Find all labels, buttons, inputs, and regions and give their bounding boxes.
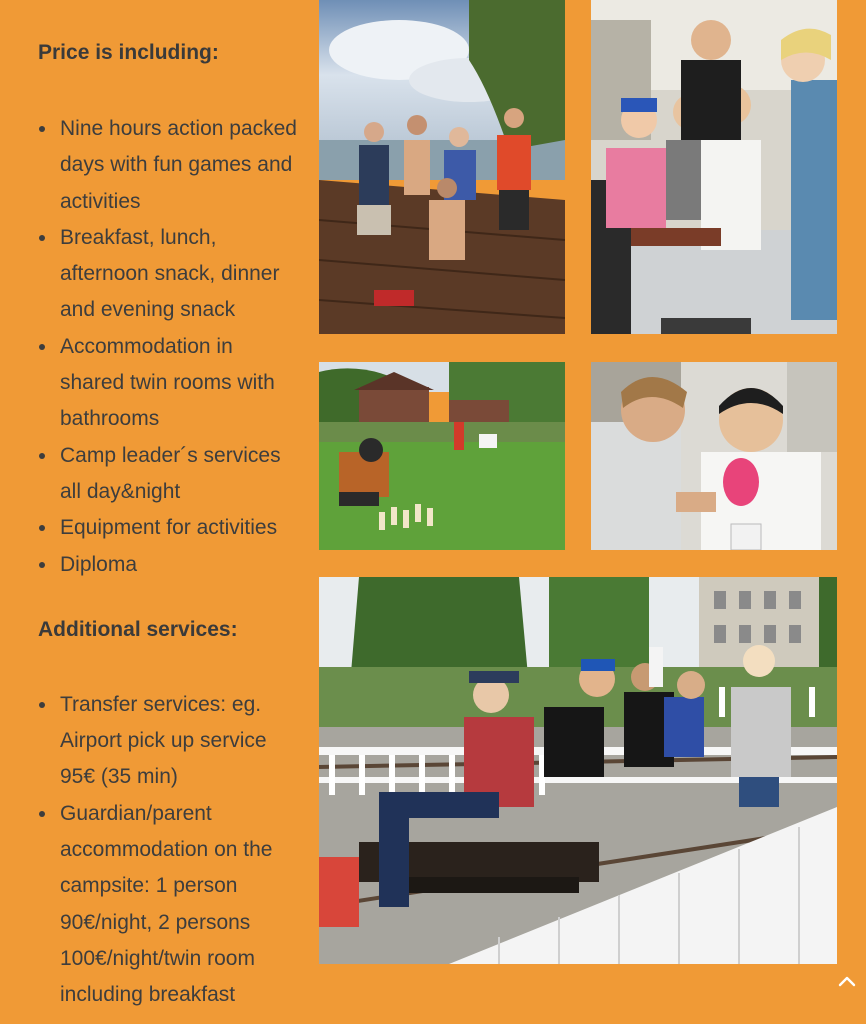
kids-reading-book-photo: [591, 0, 837, 334]
included-heading: Price is including:: [38, 41, 219, 64]
list-item: Camp leader´s services all day&night: [38, 438, 300, 511]
additional-list: [38, 687, 300, 1014]
list-item: Guardian/parent accommodation on the campsite: 1 person 90€/night, 2 persons 100€/night/twin room including breakfast: [38, 796, 300, 1014]
scroll-to-top-button[interactable]: [834, 972, 860, 994]
list-item: Accommodation in shared twin rooms with bathrooms: [38, 329, 300, 438]
list-item: Transfer services: eg. Airport pick up service 95€ (35 min): [38, 687, 300, 796]
list-item: Diploma: [38, 547, 300, 583]
text-column: [38, 40, 300, 1014]
list-item: Equipment for activities: [38, 510, 300, 546]
chevron-up-icon: [838, 974, 856, 992]
balloon-experiment-photo: [591, 362, 837, 550]
group-on-pier-photo: [319, 0, 565, 334]
list-item: Nine hours action packed days with fun games and activities: [38, 111, 300, 220]
included-list: [38, 111, 300, 583]
miniature-train-ride-photo: [319, 577, 837, 964]
list-item: Breakfast, lunch, afternoon snack, dinner and evening snack: [38, 220, 300, 329]
kubb-game-photo: [319, 362, 565, 550]
additional-heading: Additional services:: [38, 617, 238, 641]
